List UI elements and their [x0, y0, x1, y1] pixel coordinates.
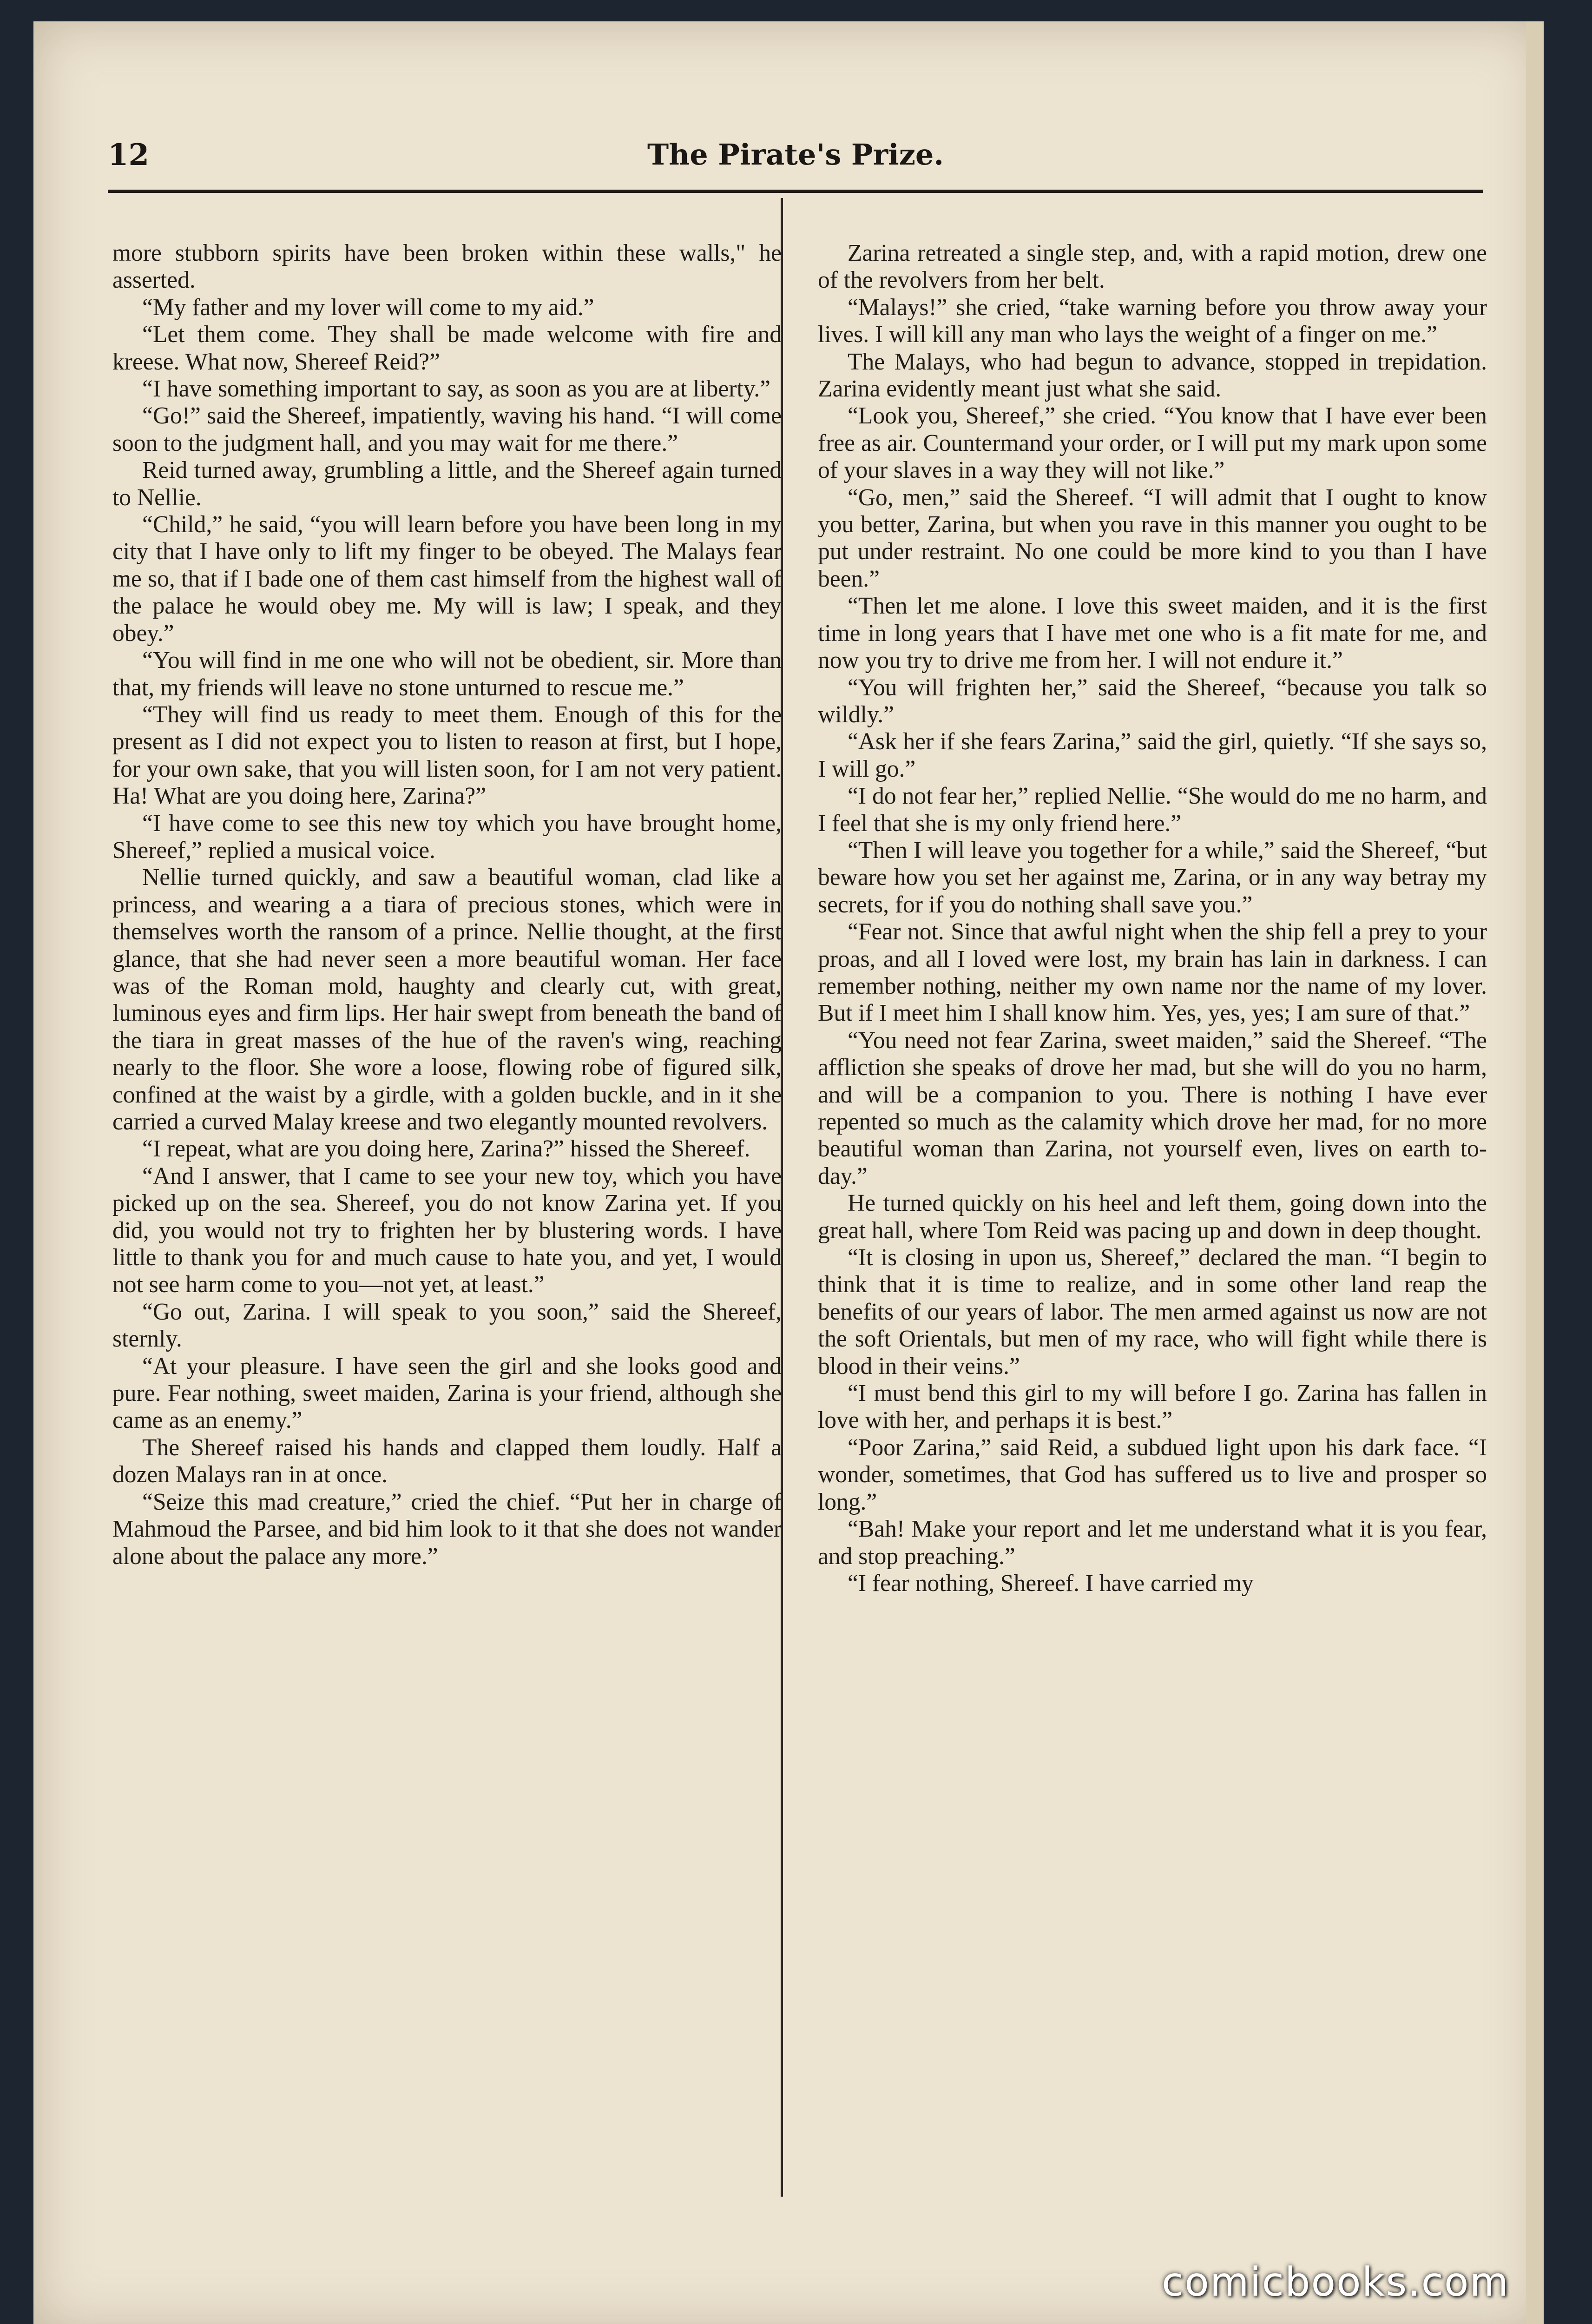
paragraph: “It is closing in upon us, Shereef,” declared the man. “I begin to think that it is time to realize, and in some other land reap the benefits of our years of labor. The men armed against us now are not the soft Orientals, but men of my race, who will fight while there is blood in their veins.” [818, 1244, 1487, 1380]
paragraph: “Malays!” she cried, “take warning before you throw away your lives. I will kill any man who lays the weight of a finger on me.” [818, 294, 1487, 348]
paragraph: “Look you, Shereef,” she cried. “You know that I have ever been free as air. Countermand your order, or I will put my mark upon some of your slaves in a way they will not like.” [818, 403, 1487, 484]
magazine-page [33, 21, 1544, 2324]
paragraph: “I do not fear her,” replied Nellie. “She would do me no harm, and I feel that she is my only friend here.” [818, 783, 1487, 837]
paragraph: “I have come to see this new toy which you have brought home, Shereef,” replied a musical voice. [112, 810, 782, 864]
header-rule [108, 190, 1483, 193]
paragraph: “I must bend this girl to my will before I go. Zarina has fallen in love with her, and perhaps it is best.” [818, 1380, 1487, 1434]
paragraph: “Go!” said the Shereef, impatiently, waving his hand. “I will come soon to the judgment hall, and you may wait for me there.” [112, 403, 782, 456]
paragraph: “My father and my lover will come to my aid.” [142, 294, 594, 321]
left-column [112, 240, 782, 1570]
paragraph: “You will find in me one who will not be obedient, sir. More than that, my friends will leave no stone unturned to rescue me.” [112, 647, 782, 701]
paragraph: “You will frighten her,” said the Shereef, “because you talk so wildly.” [818, 674, 1487, 728]
paragraph: “I have something important to say, as soon as you are at liberty.” [142, 376, 770, 403]
binding-edge [1526, 21, 1544, 2324]
paragraph: “Let them come. They shall be made welcome with fire and kreese. What now, Shereef Reid?” [112, 321, 782, 375]
paragraph: Zarina retreated a single step, and, with a rapid motion, drew one of the revolvers from her belt. [818, 240, 1487, 294]
paragraph: “I fear nothing, Shereef. I have carried my [848, 1570, 1254, 1597]
paragraph: “Ask her if she fears Zarina,” said the girl, quietly. “If she says so, I will go.” [818, 728, 1487, 782]
paragraph: “Then let me alone. I love this sweet maiden, and it is the first time in long years that I have met one who is a fit mate for me, and now you try to drive me from her. I will not endure it.” [818, 593, 1487, 674]
paragraph: “Bah! Make your report and let me understand what it is you fear, and stop preaching.” [818, 1516, 1487, 1570]
paragraph: “Fear not. Since that awful night when the ship fell a prey to your proas, and all I loved were lost, my brain has lain in darkness. I can remember nothing, neither my own name nor the name of my lover. But if I meet him I shall know him. Yes, yes, yes; I am sure of that.” [818, 918, 1487, 1027]
paragraph: Reid turned away, grumbling a little, and the Shereef again turned to Nellie. [112, 457, 782, 511]
page-header [108, 138, 1483, 198]
paragraph: The Shereef raised his hands and clapped them loudly. Half a dozen Malays ran in at once. [112, 1434, 782, 1488]
paragraph: more stubborn spirits have been broken within these walls," he asserted. [112, 240, 782, 294]
paragraph: “Child,” he said, “you will learn before you have been long in my city that I have only to lift my finger to be obeyed. The Malays fear me so, that if I bade one of them cast himself from the highest wall of the palace he would obey me. My will is law; I speak, and they obey.” [112, 511, 782, 647]
paragraph: “At your pleasure. I have seen the girl and she looks good and pure. Fear nothing, sweet maiden, Zarina is your friend, although she came as an enemy.” [112, 1353, 782, 1434]
paragraph: He turned quickly on his heel and left them, going down into the great hall, where Tom Reid was pacing up and down in deep thought. [818, 1190, 1487, 1244]
paragraph: The Malays, who had begun to advance, stopped in trepidation. Zarina evidently meant just what she said. [818, 348, 1487, 403]
paragraph: “You need not fear Zarina, sweet maiden,” said the Shereef. “The affliction she speaks of drove her mad, but she will do you no harm, and will be a companion to you. There is nothing I have ever repented so much as the calamity which drove her mad, for no more beautiful woman than Zarina, not yourself even, lives on earth to-day.” [818, 1027, 1487, 1189]
paragraph: “Seize this mad creature,” cried the chief. “Put her in charge of Mahmoud the Parsee, and bid him look to it that she does not wander alone about the palace any more.” [112, 1488, 782, 1570]
paragraph: “Then I will leave you together for a while,” said the Shereef, “but beware how you set her against me, Zarina, or in any way betray my secrets, for if you do nothing shall save you.” [818, 837, 1487, 918]
paragraph: “Poor Zarina,” said Reid, a subdued light upon his dark face. “I wonder, sometimes, that God has suffered us to live and prosper so long.” [818, 1434, 1487, 1515]
paragraph: “Go out, Zarina. I will speak to you soon,” said the Shereef, sternly. [112, 1298, 782, 1353]
paragraph: “Go, men,” said the Shereef. “I will admit that I ought to know you better, Zarina, but when you rave in this manner you ought to be put under restraint. No one could be more kind to you than I have been.” [818, 484, 1487, 592]
page-number: 12 [108, 138, 150, 172]
paragraph: “They will find us ready to meet them. Enough of this for the present as I did not expect you to listen to reason at first, but I hope, for your own sake, that you will listen soon, for I am not very patient. Ha! What are you doing here, Zarina?” [112, 701, 782, 810]
paragraph: Nellie turned quickly, and saw a beautiful woman, clad like a princess, and wearing a a tiara of precious stones, which were in themselves worth the ransom of a prince. Nellie thought, at the first glance, that she had never seen a more beautiful woman. Her face was of the Roman mold, haughty and clearly cut, with great, luminous eyes and firm lips. Her hair swept from beneath the band of the tiara in great masses of the hue of the raven's wing, reaching nearly to the floor. She wore a loose, flowing robe of figured silk, confined at the waist by a girdle, with a golden buckle, and in it she carried a curved Malay kreese and two elegantly mounted revolvers. [112, 864, 782, 1135]
watermark: comicbooks.com [1162, 2259, 1510, 2305]
paragraph: “And I answer, that I came to see your new toy, which you have picked up on the sea. Shereef, you do not know Zarina yet. If you did, you would not try to frighten her by blustering words. I have little to thank you for and much cause to hate you, and yet, I would not see harm come to you—not yet, at least.” [112, 1162, 782, 1298]
running-title: The Pirate's Prize. [647, 138, 944, 172]
paragraph: “I repeat, what are you doing here, Zarina?” hissed the Shereef. [142, 1136, 750, 1162]
right-column [818, 240, 1487, 1597]
